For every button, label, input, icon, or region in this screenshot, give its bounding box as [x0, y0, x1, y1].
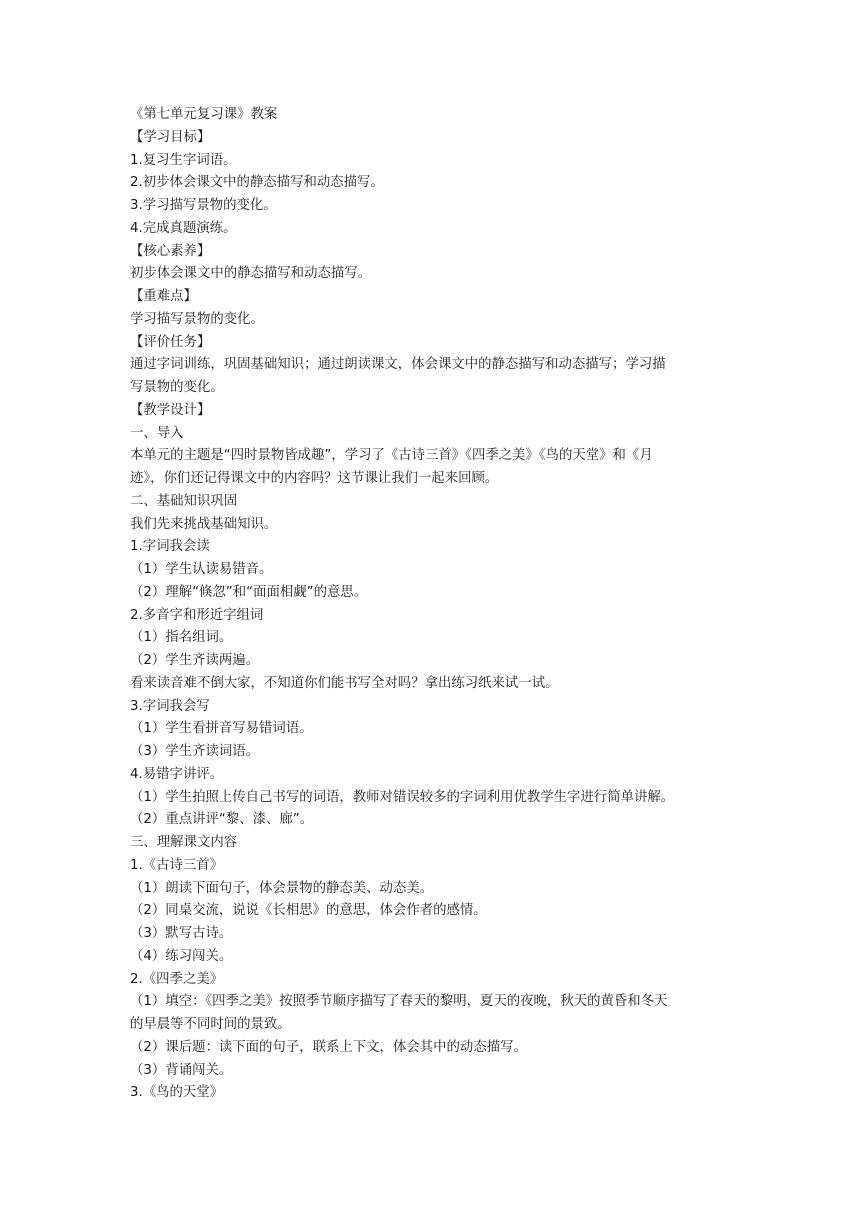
text-line: 学习描写景物的变化。 — [130, 311, 264, 327]
text-line: （3）学生齐读词语。 — [130, 744, 260, 759]
text-line: （1）学生看拼音写易错词语。 — [130, 721, 313, 737]
text-line: （1）学生拍照上传自己书写的词语，教师对错误较多的字词利用优教学生字进行简单讲解。 — [130, 789, 675, 805]
text-line: （1）指名组词。 — [130, 630, 233, 646]
fill-in-paragraph — [130, 991, 742, 1037]
document-title: 《第七单元复习课》教案 — [130, 107, 278, 122]
text-line: 初步体会课文中的静态描写和动态描写。 — [130, 266, 372, 282]
subsection-heading: 2.《四季之美》 — [130, 971, 224, 987]
subsection-heading: 1.字词我会读 — [130, 539, 210, 555]
text-line: （2）课后题：读下面的句子，联系上下文，体会其中的动态描写。 — [130, 1039, 527, 1055]
goal-item: 3.学习描写景物的变化。 — [130, 198, 277, 213]
subsection-heading: 3.《鸟的天堂》 — [130, 1085, 224, 1101]
text-line: （2）学生齐读两遍。 — [130, 653, 260, 668]
intro-paragraph — [130, 445, 742, 491]
heading-evaluation: 【评价任务】 — [130, 334, 211, 350]
goal-item: 4.完成真题演练。 — [130, 220, 237, 236]
text-line: （1）朗读下面句子，体会景物的静态美、动态美。 — [130, 880, 434, 896]
text-line: （2）同桌交流，说说《长相思》的意思，体会作者的感情。 — [130, 903, 487, 919]
section-heading: 一、导入 — [130, 425, 184, 441]
paragraph-row: 迹》，你们还记得课文中的内容吗？这节课让我们一起来回顾。 — [130, 471, 499, 486]
section-heading: 三、理解课文内容 — [130, 835, 238, 850]
subsection-heading: 4.易错字讲评。 — [130, 766, 224, 782]
paragraph-row: 本单元的主题是“四时景物皆成趣”，学习了《古诗三首》《四季之美》《鸟的天堂》和《月 — [130, 448, 653, 464]
evaluation-paragraph — [130, 354, 742, 400]
subsection-heading: 2.多音字和形近字组词 — [130, 607, 264, 623]
paragraph-row: 写景物的变化。 — [130, 380, 224, 395]
text-line: （2）重点讲评“黎、漆、廊”。 — [130, 812, 314, 828]
paragraph-row: 通过字词训练，巩固基础知识；通过朗读课文，体会课文中的静态描写和动态描写；学习描 — [130, 357, 666, 373]
heading-key-points: 【重难点】 — [130, 289, 197, 304]
goal-item: 1.复习生字词语。 — [130, 152, 237, 168]
text-line: （3）默写古诗。 — [130, 926, 233, 941]
paragraph-row: 的早晨等不同时间的景致。 — [130, 1017, 291, 1032]
paragraph-row: （1）填空：《四季之美》按照季节顺序描写了春天的黎明，夏天的夜晚，秋天的黄昏和冬天 — [130, 994, 668, 1010]
text-line: （2）理解“倏忽”和“面面相觑”的意思。 — [130, 584, 368, 600]
heading-teaching-design: 【教学设计】 — [130, 402, 211, 418]
heading-core-literacy: 【核心素养】 — [130, 243, 211, 259]
document-body — [130, 104, 742, 1105]
subsection-heading: 3.字词我会写 — [130, 698, 210, 714]
subsection-heading: 1.《古诗三首》 — [130, 857, 224, 873]
heading-learning-goals: 【学习目标】 — [130, 129, 211, 145]
section-heading: 二、基础知识巩固 — [130, 493, 238, 509]
text-line: （4）练习闯关。 — [130, 948, 233, 964]
text-line: 看来读音难不倒大家，不知道你们能书写全对吗？拿出练习纸来试一试。 — [130, 675, 559, 691]
goal-item: 2.初步体会课文中的静态描写和动态描写。 — [130, 175, 384, 191]
text-line: （1）学生认读易错音。 — [130, 562, 273, 577]
text-line: （3）背诵闯关。 — [130, 1062, 233, 1078]
text-line: 我们先来挑战基础知识。 — [130, 516, 278, 532]
